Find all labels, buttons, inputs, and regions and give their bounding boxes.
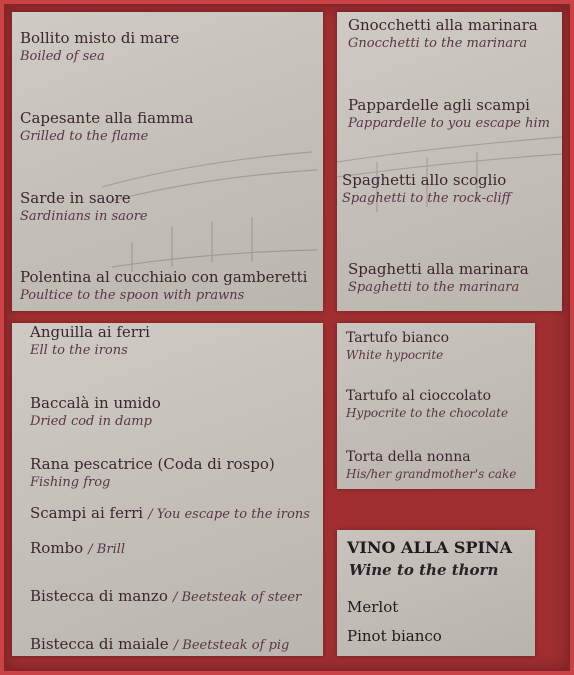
menu-item (348, 16, 562, 52)
dish-name-english: Ell to the irons (30, 343, 128, 358)
dish-name-english: Spaghetti to the rock-cliff (342, 191, 511, 206)
dish-name-italian: Bistecca di manzo (30, 587, 168, 605)
dish-name-italian: Spaghetti alla marinara (348, 260, 529, 278)
dessert-name-english: White hypocrite (346, 348, 444, 362)
menu-item (30, 503, 323, 523)
wine-panel (337, 530, 535, 656)
dish-name-italian: Gnocchetti alla marinara (348, 16, 538, 34)
dessert-name-english: His/her grandmother's cake (346, 467, 517, 481)
menu-panel-dolci (337, 323, 535, 489)
dish-name-english: Beetsteak of steer (181, 590, 302, 605)
menu-panel-antipasti (12, 12, 323, 311)
dish-name-english: Gnocchetti to the marinara (348, 36, 528, 51)
dish-name-italian: Rombo (30, 539, 84, 557)
separator: / (88, 542, 97, 557)
dish-name-italian: Baccalà in umido (30, 394, 161, 412)
dish-name-italian: Polentina al cucchiaio con gamberetti (20, 268, 308, 286)
menu-item (348, 96, 562, 132)
menu-item (346, 329, 535, 363)
menu-item (348, 260, 562, 296)
menu-item (342, 171, 562, 207)
dish-name-english: You escape to the irons (156, 507, 310, 522)
menu-item (20, 268, 323, 304)
dish-name-italian: Pappardelle agli scampi (348, 96, 530, 114)
menu-item (20, 189, 323, 225)
dish-name-english: Dried cod in damp (30, 414, 152, 429)
wine-item: Pinot bianco (347, 627, 442, 645)
menu-item (30, 538, 323, 558)
menu-panel-primi (337, 12, 562, 311)
dish-name-italian: Capesante alla fiamma (20, 109, 194, 127)
dish-name-english: Grilled to the flame (20, 129, 149, 144)
dish-name-english: Poultice to the spoon with prawns (20, 288, 245, 303)
separator: / (148, 507, 157, 522)
wine-section-subtitle: Wine to the thorn (349, 561, 499, 579)
separator: / (172, 590, 182, 605)
separator: / (173, 638, 183, 653)
menu-item (30, 634, 323, 654)
dish-name-english: Pappardelle to you escape him (348, 116, 550, 131)
dessert-name-italian: Torta della nonna (346, 449, 471, 465)
menu-item (30, 323, 323, 359)
dish-name-english: Sardinians in saore (20, 209, 148, 224)
dessert-name-italian: Tartufo bianco (346, 330, 450, 346)
dish-name-italian: Rana pescatrice (Coda di rospo) (30, 455, 275, 473)
dish-name-english: Boiled of sea (20, 49, 105, 64)
dish-name-english: Beetsteak of pig (182, 638, 290, 653)
wine-section-title: VINO ALLA SPINA (347, 538, 513, 557)
menu-item (20, 109, 323, 145)
menu-item (30, 455, 323, 491)
dish-name-english: Spaghetti to the marinara (348, 280, 520, 295)
dish-name-italian: Bistecca di maiale (30, 635, 169, 653)
dish-name-english: Brill (96, 542, 126, 557)
dish-name-italian: Scampi ai ferri (30, 504, 144, 522)
dish-name-italian: Spaghetti allo scoglio (342, 171, 507, 189)
menu-item (346, 387, 535, 421)
dish-name-italian: Sarde in saore (20, 189, 131, 207)
dessert-name-english: Hypocrite to the chocolate (346, 406, 509, 420)
menu-item (346, 448, 535, 482)
menu-item (30, 586, 323, 606)
menu-item (30, 394, 323, 430)
dish-name-english: Fishing frog (30, 475, 111, 490)
dish-name-italian: Bollito misto di mare (20, 29, 180, 47)
dessert-name-italian: Tartufo al cioccolato (346, 388, 492, 404)
dish-name-italian: Anguilla ai ferri (30, 323, 150, 341)
menu-item (20, 29, 323, 65)
menu-panel-secondi (12, 323, 323, 656)
wine-item: Merlot (347, 598, 399, 616)
